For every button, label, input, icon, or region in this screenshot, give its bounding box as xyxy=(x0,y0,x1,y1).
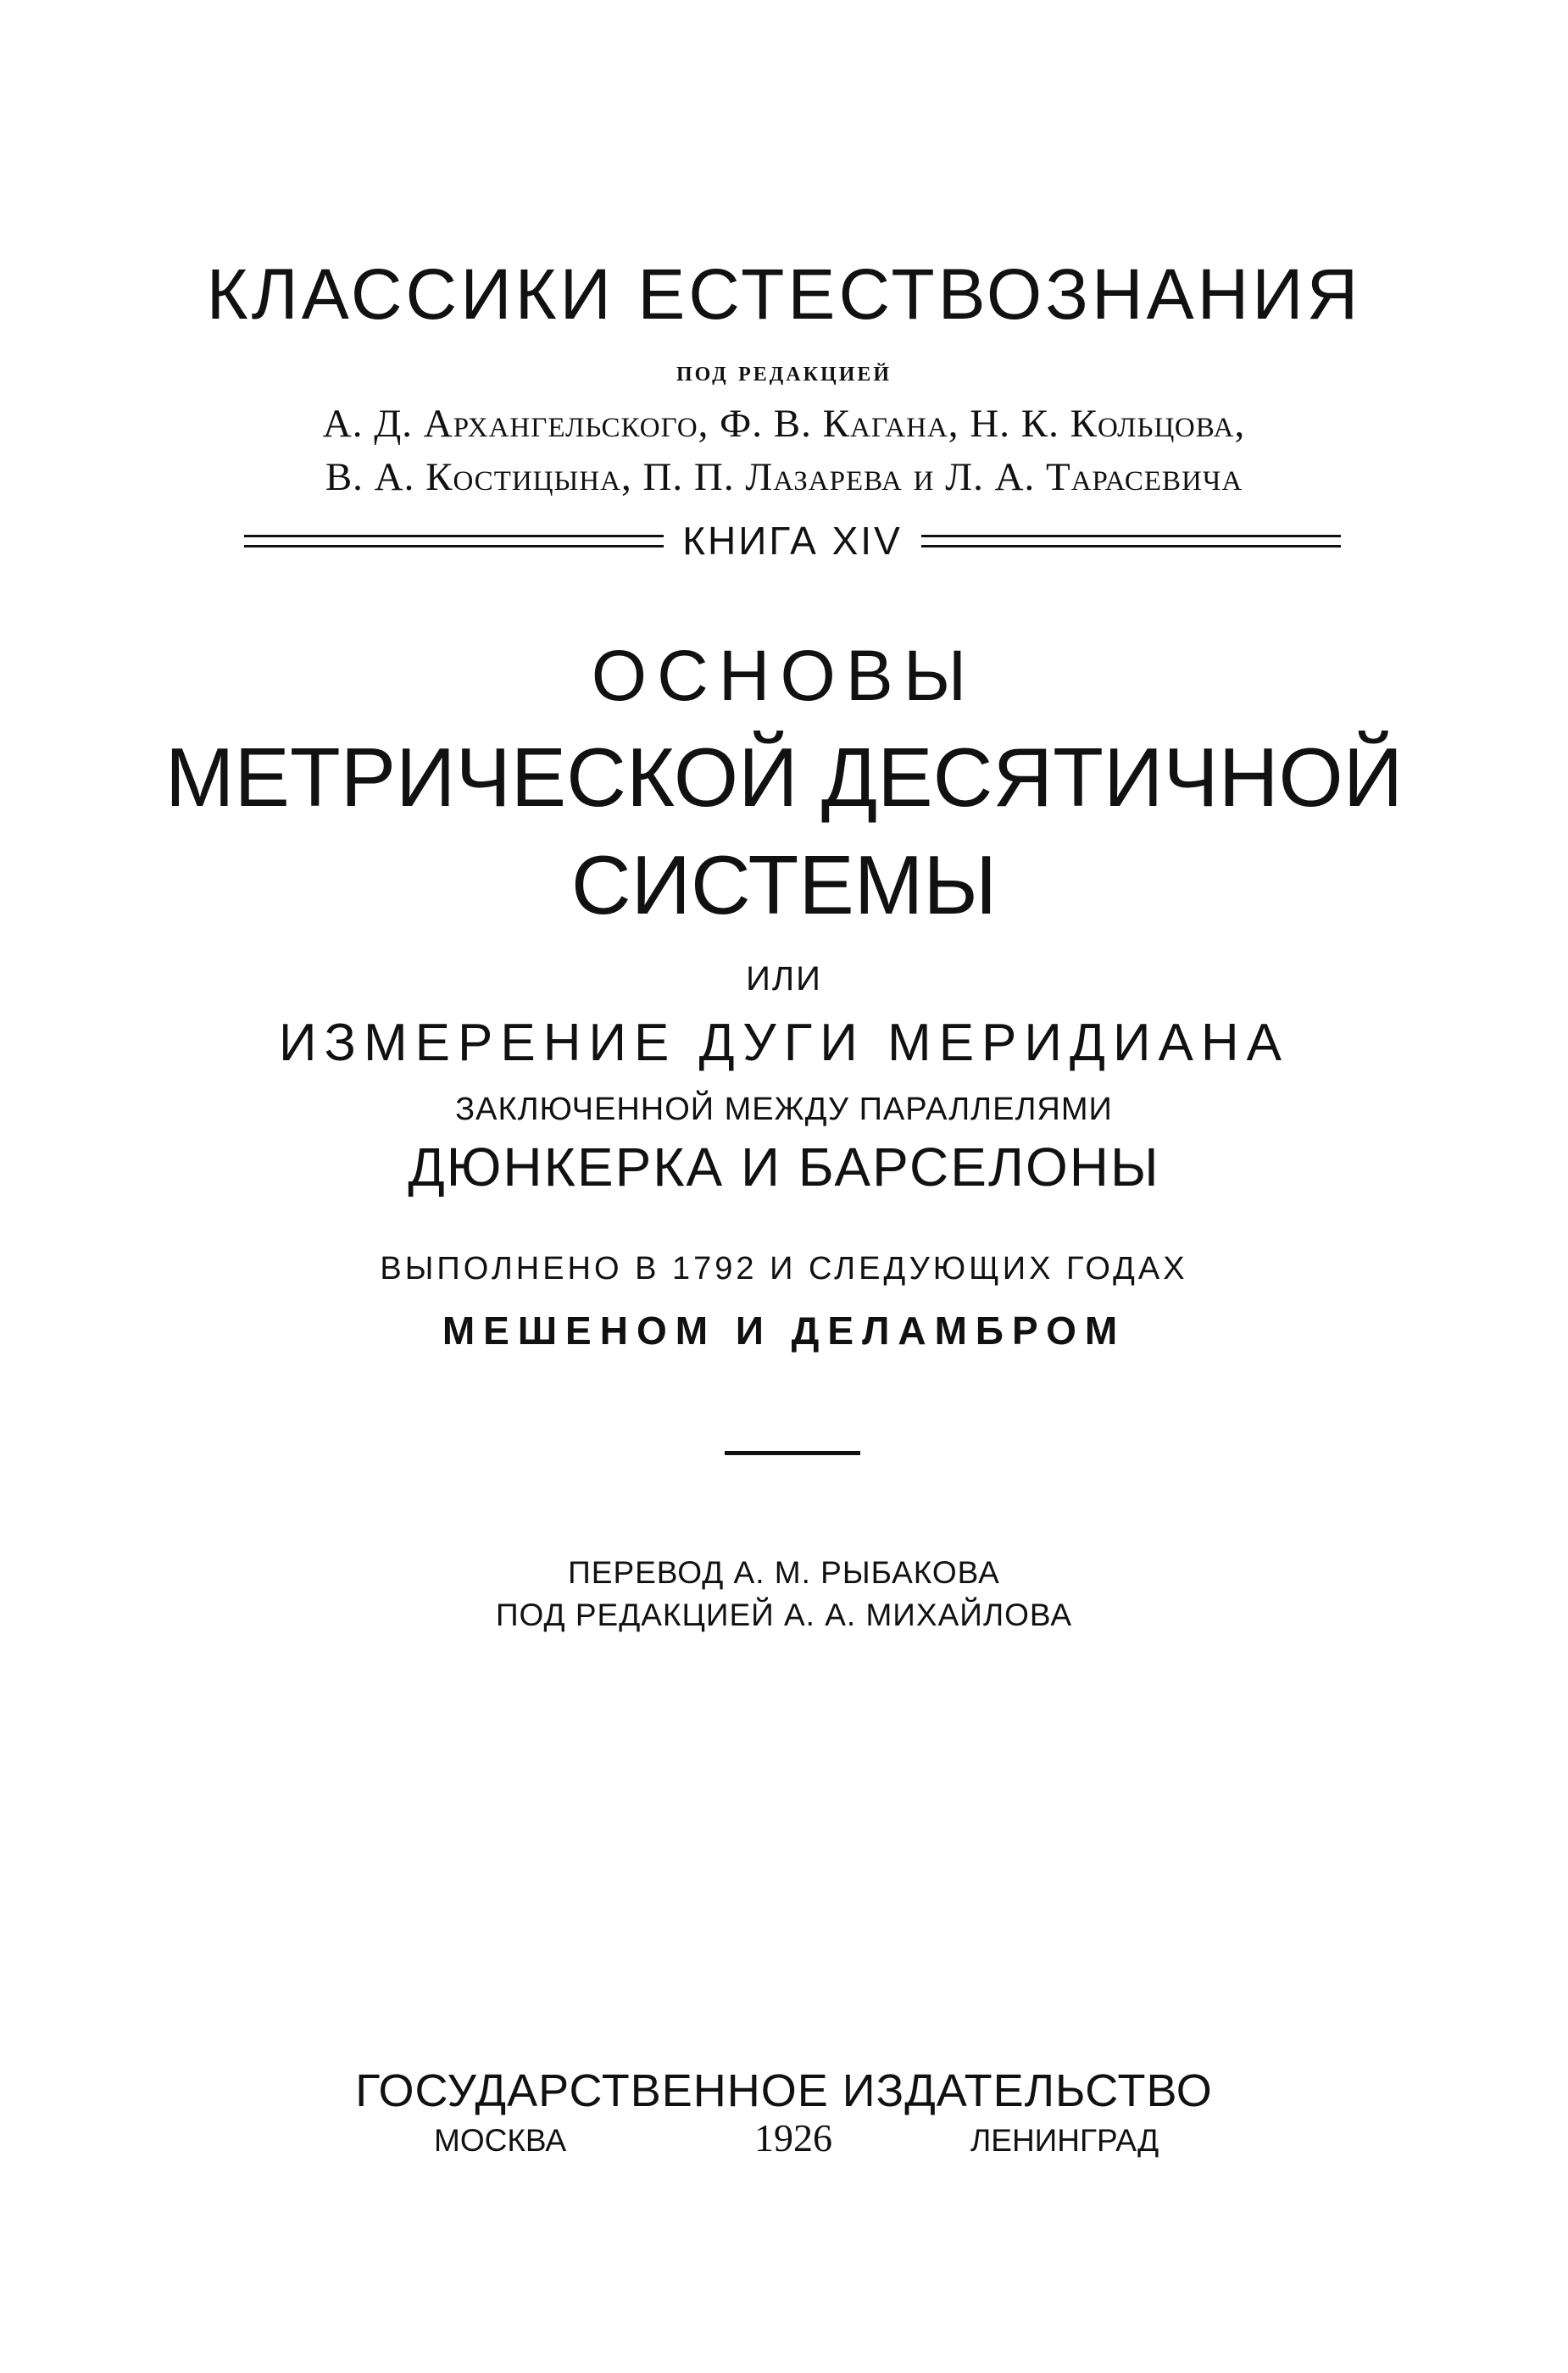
publisher-name: ГОСУДАРСТВЕННОЕ ИЗДАТЕЛЬСТВО xyxy=(355,2065,1213,2116)
title-or: ИЛИ xyxy=(746,960,822,998)
title-line-2: МЕТРИЧЕСКОЙ ДЕСЯТИЧНОЙ xyxy=(164,731,1404,824)
title-line-3: СИСТЕМЫ xyxy=(570,838,998,931)
right-double-rule xyxy=(921,535,1341,547)
editor-credit: ПОД РЕДАКЦИЕЙ А. А. МИХАЙЛОВА xyxy=(495,1598,1073,1632)
execution-line: ВЫПОЛНЕНО В 1792 И СЛЕДУЮЩИХ ГОДАХ xyxy=(380,1251,1188,1287)
book-number-label: КНИГА XIV xyxy=(682,519,903,563)
subtitle-line-2: ЗАКЛЮЧЕННОЙ МЕЖДУ ПАРАЛЛЕЛЯМИ xyxy=(455,1092,1113,1127)
subtitle-line-3: ДЮНКЕРКА И БАРСЕЛОНЫ xyxy=(408,1136,1160,1198)
subtitle-line-1: ИЗМЕРЕНИЕ ДУГИ МЕРИДИАНА xyxy=(278,1014,1289,1072)
imprint-city-leningrad: ЛЕНИНГРАД xyxy=(970,2123,1159,2158)
translation-credit: ПЕРЕВОД А. М. РЫБАКОВА xyxy=(568,1555,1000,1590)
imprint-year: 1926 xyxy=(754,2116,832,2159)
editors-list-line-1: А. Д. Архангельского, Ф. В. Кагана, Н. К. Кольцова, xyxy=(322,402,1246,446)
series-title: КЛАССИКИ ЕСТЕСТВОЗНАНИЯ xyxy=(206,254,1362,334)
short-divider-rule xyxy=(725,1451,860,1455)
imprint-city-moscow: МОСКВА xyxy=(434,2123,567,2158)
authors-line: МЕШЕНОМ И ДЕЛАМБРОМ xyxy=(442,1309,1126,1353)
editors-list-line-2: В. А. Костицына, П. П. Лазарева и Л. А. Тарасевича xyxy=(325,455,1243,499)
book-number-row xyxy=(244,520,1341,561)
left-double-rule xyxy=(244,535,664,547)
editors-caption: под редакцией xyxy=(676,356,892,387)
title-line-1: ОСНОВЫ xyxy=(591,636,977,715)
